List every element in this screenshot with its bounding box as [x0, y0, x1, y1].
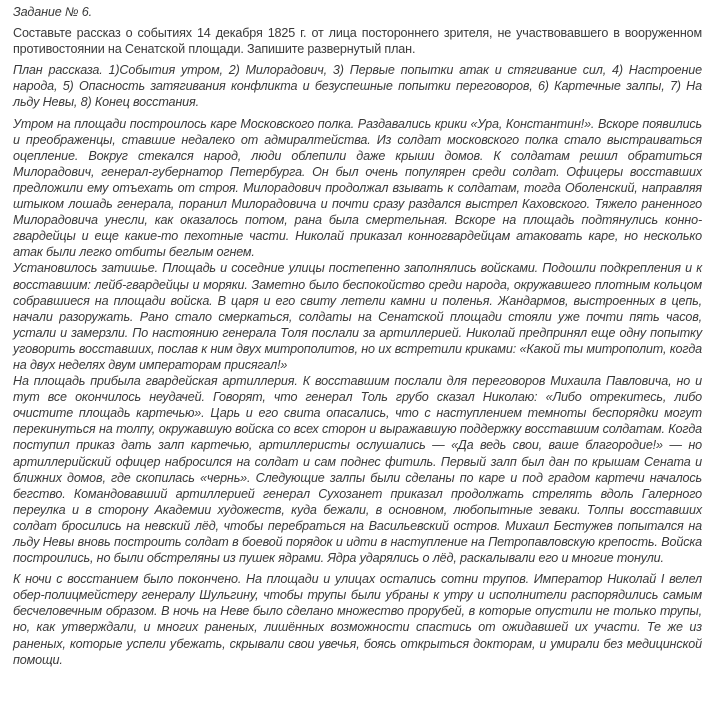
- paragraph-night: К ночи с восстанием было покончено. На площади и улицах остались сотни трупов. Император Николай I велел обер-полицмейстеру генералу Шульгину, чтобы трупы были убраны к утру и исполнители распорядились самым бесчеловечным образом. В ночь на Неве было сделано множество прорубей, в которые опустили не только трупы, но, как утверждали, и многих раненых, лишённых возможности спастись от ожидавшей их участи. Те же из раненых, которые успели убежать, скрывали свои увечья, боясь открыться докторам, и умирали без медицинской помощи.: [13, 572, 702, 667]
- task-text: Составьте рассказ о событиях 14 декабря 1825 г. от лица постороннего зрителя, не участвовавшего в вооруженном противостоянии на Сенатской площади. Запишите развернутый план.: [13, 26, 702, 57]
- paragraph-calm: Установилось затишье. Площадь и соседние улицы постепенно заполнялись войсками. Подошли подкрепления и к восставшим: лейб-гвардейцы и моряки. Заметно было беспокойство среди народа, окружавшего плотным кольцом собравшиеся на площади войска. В царя и его свиту летели камни и поленья. Жандармов, выстроенных в цепь, начали разоружать. Рано стало смеркаться, солдаты на Сенатской площади стояли уже почти пять часов, устали и замерзли. По настоянию генерала Толя послали за артиллерией. Николай предпринял еще одну попытку уговорить восставших, послав к ним двух митрополитов, но их встретили криками: «Какой ты митрополит, когда на двух неделях двум императорам присягал!»: [13, 261, 702, 372]
- task-title: Задание № 6.: [13, 5, 92, 19]
- document: [13, 4, 702, 673]
- paragraph-artillery: На площадь прибыла гвардейская артиллерия. К восставшим послали для переговоров Михаила Павловича, но и тут все окончилось неудачей. Говорят, что генерал Толь грубо сказал Николаю: «Либо отрекитесь, либо очистите площадь картечью». Царь и его свита опасались, что с наступлением темноты беспорядки могут перекинуться на толпу, окружавшую войска со всех сторон и выражавшую поддержку восставшим солдатам. Когда поступил приказ дать залп картечью, артиллеристы ослушались — «Да ведь свои, ваше благородие!» — но артиллерийский офицер набросился на солдат и сам поднес фитиль. Первый залп был дан по крышам Сената и ближних домов, где скопилась «чернь». Следующие залпы были сделаны по каре и под градом картечи началось бегство. Командовавший артиллерией генерал Сухозанет приказал продолжать стрелять вдоль Галерного переулка и в сторону Академии художеств, куда бежали, в основном, любопытные зеваки. Толпы восставших солдат бросились на невский лёд, чтобы перебраться на Васильевский остров. Михаил Бестужев попытался на льду Невы вновь построить солдат в боевой порядок и идти в наступление на Петропавловскую крепость. Войска построились, но были обстреляны из пушек ядрами. Ядра ударялись о лёд, раскалывали его и многие тонули.: [13, 374, 702, 566]
- paragraph-morning: Утром на площади построилось каре Московского полка. Раздавались крики «Ура, Константин!». Вскоре появились и преображенцы, ставшие недалеко от адмиралтейства. Из солдат московского полка стало выстраиваться оцепление. Вокруг стекался народ, люди облепили даже крыши домов. К солдатам решил обратиться Милорадович, генерал-губернатор Петербурга. Он был очень популярен среди солдат. Офицеры восставших предложили ему отъехать от строя. Милорадович продолжал взывать к солдатам, тогда Оболенский, направляя штыком лошадь генерала, поранил Милорадовича и почти сразу раздался выстрел Каховского. Тяжело раненного Милорадовича унесли, как оказалось потом, рана была смертельная. Вскоре на площадь подтянулись конно-гвардейцы и еще какие-то пехотные части. Николай приказал конногвардейцам атаковать каре, но несколько атак были легко отбиты беглым огнем.: [13, 116, 702, 260]
- story-plan: План рассказа. 1)События утром, 2) Милорадович, 3) Первые попытки атак и стягивание сил, 4) Настроение народа, 5) Опасность затягивания конфликта и безуспешные попытки переговоров, 6) Картечные залпы, 7) На льду Невы, 8) Конец восстания.: [13, 63, 702, 110]
